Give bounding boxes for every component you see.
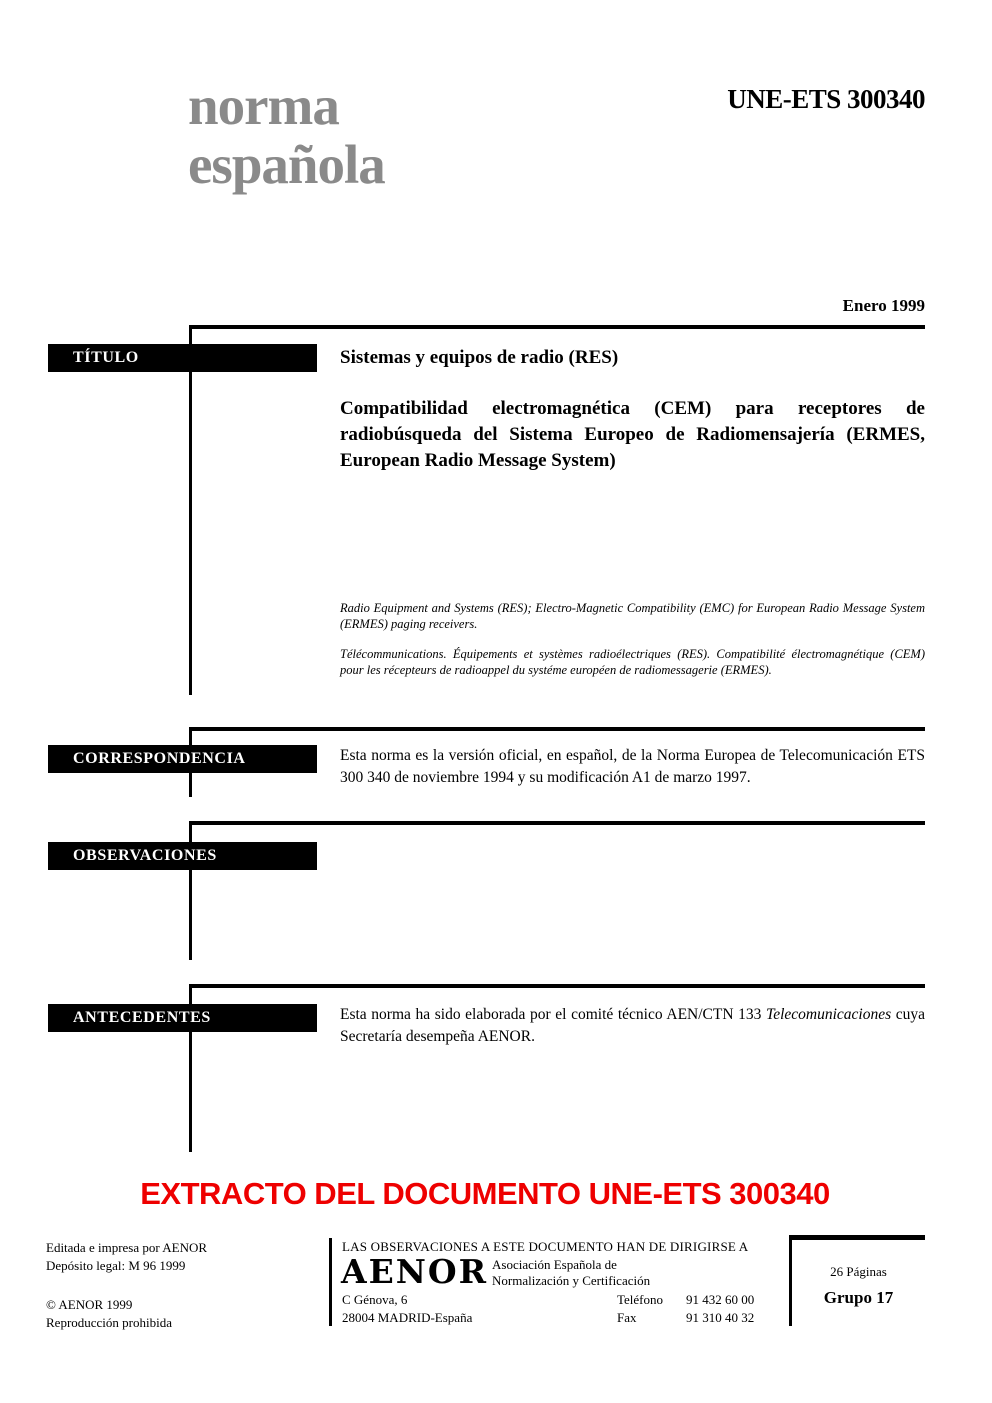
footer-group: Grupo 17 <box>823 1288 894 1307</box>
section-label-correspondencia: CORRESPONDENCIA <box>48 745 317 773</box>
extract-banner: EXTRACTO DEL DOCUMENTO UNE-ETS 300340 <box>140 1176 830 1211</box>
section-label-titulo: TÍTULO <box>48 344 317 372</box>
footer-imprint-line: Editada e impresa por AENOR <box>46 1240 208 1255</box>
antecedentes-text-before: Esta norma ha sido elaborada por el comité técnico AEN/CTN 133 <box>340 1006 766 1023</box>
footer-fax-value: 91 310 40 32 <box>686 1310 755 1325</box>
document-date: Enero 1999 <box>842 296 925 315</box>
footer-imprint-line: Depósito legal: M 96 1999 <box>46 1258 186 1273</box>
footer-imprint <box>46 1239 207 1332</box>
footer-imprint-line: Reproducción prohibida <box>46 1315 172 1330</box>
rule-antecedentes <box>189 984 925 988</box>
footer-imprint-line: © AENOR 1999 <box>46 1297 133 1312</box>
antecedentes-text <box>340 1004 925 1048</box>
footer-group-box <box>789 1235 925 1326</box>
footer-phone-value: 91 432 60 00 <box>686 1292 755 1307</box>
titulo-heading: Sistemas y equipos de radio (RES) <box>340 347 619 368</box>
document-code: UNE-ETS 300340 <box>727 84 925 114</box>
brand-line-1: norma <box>188 75 339 136</box>
footer-fax-label: Fax <box>617 1310 637 1325</box>
footer-org-line-2: Normalización y Certificación <box>492 1273 651 1288</box>
correspondencia-text: Esta norma es la versión oficial, en español, de la Norma Europea de Telecomunicación ETS 300 340 de noviembre 1994 y su modificación A1 de marzo 1997. <box>340 747 925 786</box>
antecedentes-text-italic: Telecomunicaciones <box>766 1006 892 1023</box>
footer-organization <box>492 1257 650 1289</box>
footer-notice: LAS OBSERVACIONES A ESTE DOCUMENTO HAN DE DIRIGIRSE A <box>342 1239 749 1254</box>
vline-titulo <box>189 325 192 695</box>
footer-phone-label: Teléfono <box>617 1292 664 1307</box>
rule-correspondencia <box>189 727 925 731</box>
rule-observaciones <box>189 821 925 825</box>
titulo-english-note: Radio Equipment and Systems (RES); Electro-Magnetic Compatibility (EMC) for European Radio Message System (ERMES) paging receivers. <box>340 601 925 631</box>
rule-titulo <box>189 325 925 329</box>
footer-divider <box>329 1238 332 1326</box>
aenor-logo: AENOR <box>341 1252 489 1291</box>
section-label-observaciones: OBSERVACIONES <box>48 842 317 870</box>
section-label-antecedentes: ANTECEDENTES <box>48 1004 317 1032</box>
antecedentes-text-after: cuya Secretaría desempeña AENOR. <box>340 1006 925 1045</box>
brand-line-2: española <box>188 134 385 195</box>
brand-wordmark <box>188 76 385 194</box>
footer-address-city: 28004 MADRID-España <box>342 1310 473 1325</box>
titulo-french-note: Télécommunications. Équipements et systèmes radioélectriques (RES). Compatibilité électromagnétique (CEM) pour les récepteurs de radioappel du systéme européen de radiomessagerie (ERMES). <box>340 647 925 677</box>
footer-page-count: 26 Páginas <box>830 1264 887 1279</box>
footer-address-street: C Génova, 6 <box>342 1292 408 1307</box>
footer-org-line-1: Asociación Española de <box>492 1257 617 1272</box>
titulo-paragraph: Compatibilidad electromagnética (CEM) para receptores de radiobúsqueda del Sistema Europeo de Radiomensajería (ERMES, European Radio Message System) <box>340 398 925 471</box>
